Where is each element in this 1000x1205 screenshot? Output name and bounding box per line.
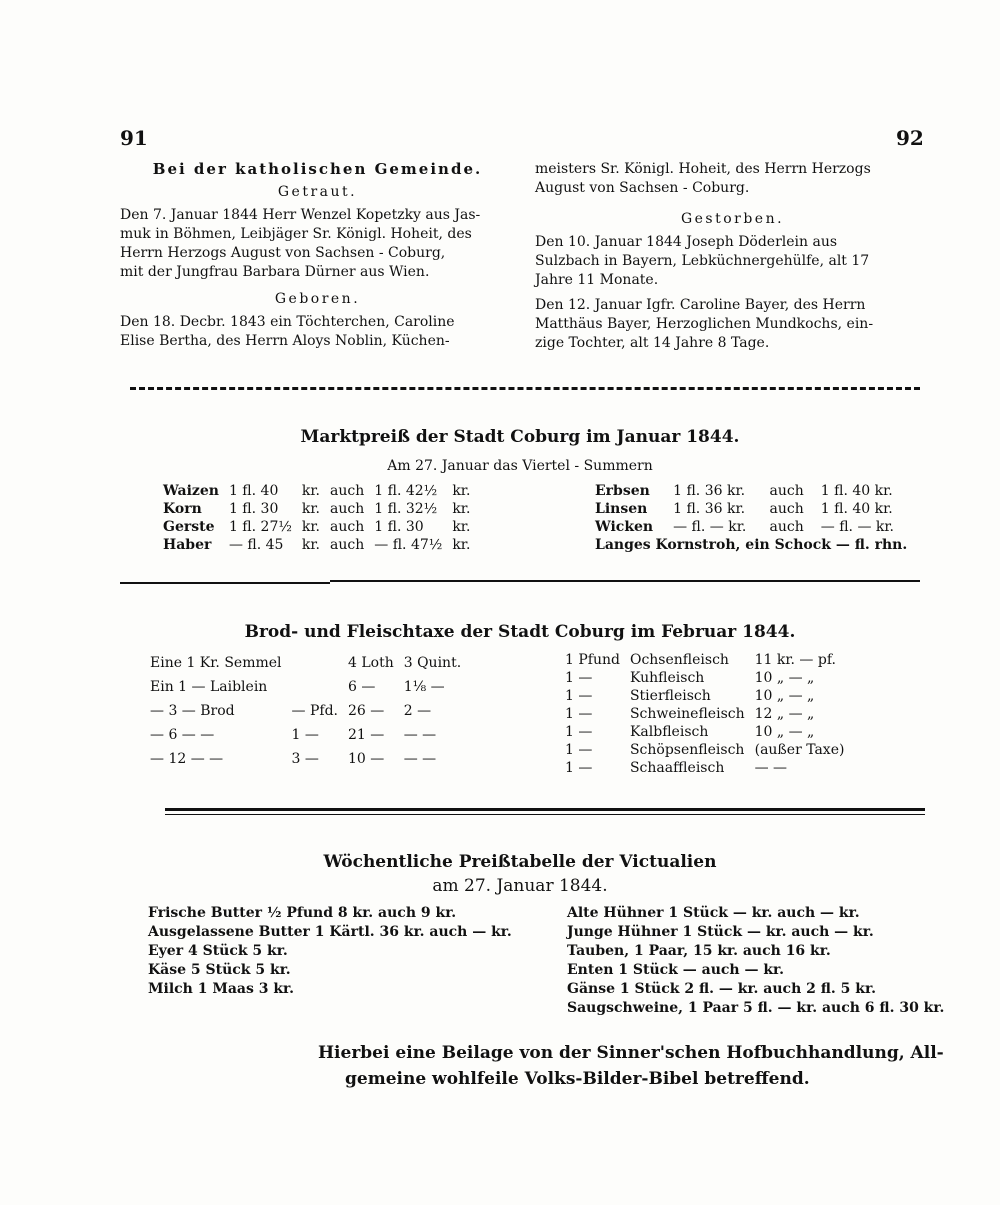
list-item: Käse 5 Stück 5 kr. (148, 962, 291, 978)
list-item: Alte Hühner 1 Stück — kr. auch — kr. (567, 905, 860, 921)
getraut-heading: Getraut. (277, 184, 358, 200)
victualien-right-list (567, 904, 944, 1018)
solid-divider (330, 580, 920, 582)
table-cell: 3 Quint. (403, 655, 462, 671)
table-cell (287, 651, 343, 675)
table-row (145, 699, 466, 723)
table-cell: 10 „ — „ (754, 688, 815, 704)
table-cell: kr. (301, 537, 321, 553)
table-row (595, 536, 912, 554)
table-cell: auch (769, 501, 804, 517)
table-cell: auch (330, 519, 365, 535)
table-cell: (außer Taxe) (754, 742, 845, 758)
dashed-divider (130, 387, 920, 390)
table-cell: Waizen (163, 483, 219, 499)
table-cell: — fl. — kr. (673, 519, 747, 535)
list-item: Junge Hühner 1 Stück — kr. auch — kr. (567, 924, 874, 940)
meat-tax-table (560, 651, 849, 777)
list-item: Eyer 4 Stück 5 kr. (148, 943, 288, 959)
table-cell: 1 — (565, 724, 593, 740)
table-cell: — 6 — — (150, 727, 215, 743)
table-cell (287, 675, 343, 699)
text-line: Herrn Herzogs August von Sachsen - Coburg, (120, 245, 446, 261)
table-cell: 1 — (565, 706, 593, 722)
table-cell: 1 fl. 40 kr. (820, 483, 893, 499)
table-cell: 1 — (291, 727, 319, 743)
table-cell: kr. (301, 519, 321, 535)
notice-line-2: gemeine wohlfeile Volks-Bilder-Bibel betreffend. (345, 1069, 810, 1089)
legume-price-table (595, 482, 912, 554)
table-cell: Ein 1 — Laiblein (150, 679, 268, 695)
table-cell: — fl. 45 (228, 537, 284, 553)
table-row (560, 705, 849, 723)
table-cell: 1 fl. 27½ (228, 519, 292, 535)
table-cell: 1 Pfund (565, 652, 620, 668)
table-row (595, 500, 912, 518)
victualien-title: Wöchentliche Preißtabelle der Victualien (323, 852, 717, 872)
marktpreis-title: Marktpreiß der Stadt Coburg im Januar 1844. (300, 427, 740, 447)
table-cell: 21 — (347, 727, 385, 743)
grain-price-table (163, 482, 475, 554)
table-cell: Kalbfleisch (629, 724, 709, 740)
table-cell: 4 Loth (347, 655, 394, 671)
table-cell: — — (754, 760, 788, 776)
table-row (595, 518, 912, 536)
table-cell: — fl. — kr. (820, 519, 894, 535)
list-item: Milch 1 Maas 3 kr. (148, 981, 295, 997)
table-row (595, 482, 912, 500)
geboren-heading: Geboren. (274, 291, 361, 307)
double-divider-bottom (165, 814, 925, 815)
table-cell: 1 fl. 40 kr. (820, 501, 893, 517)
table-cell: Linsen (595, 501, 648, 517)
table-cell: Haber (163, 537, 212, 553)
table-cell: kr. (301, 501, 321, 517)
victualien-date: am 27. Januar 1844. (432, 876, 608, 896)
table-row (163, 482, 475, 500)
text-line: meisters Sr. Königl. Hoheit, des Herrn Herzogs (535, 161, 871, 177)
text-line: Sulzbach in Bayern, Lebküchnergehülfe, alt 17 (535, 253, 870, 269)
bread-tax-table (145, 651, 466, 771)
table-row (560, 651, 849, 669)
brodtaxe-title: Brod- und Fleischtaxe der Stadt Coburg im Februar 1844. (244, 622, 796, 642)
table-row (145, 651, 466, 675)
table-cell: auch (330, 501, 365, 517)
table-cell: — 3 — Brod (150, 703, 235, 719)
right-column (535, 160, 930, 353)
table-row (560, 759, 849, 777)
table-cell: 1 fl. 36 kr. (673, 501, 746, 517)
gestorben-heading: Gestorben. (680, 211, 785, 227)
table-cell: auch (769, 483, 804, 499)
table-cell: auch (330, 537, 365, 553)
table-cell: 6 — (347, 679, 376, 695)
table-row (560, 741, 849, 759)
text-line: Elise Bertha, des Herrn Aloys Noblin, Küchen- (120, 333, 450, 349)
table-cell: kr. (452, 537, 471, 553)
gestorben-entry-2 (535, 296, 930, 353)
table-row (145, 723, 466, 747)
table-cell: Schweinefleisch (629, 706, 745, 722)
list-item: Tauben, 1 Paar, 15 kr. auch 16 kr. (567, 943, 831, 959)
table-row (145, 747, 466, 771)
table-cell: kr. (452, 519, 471, 535)
table-cell: 1 fl. 32½ (374, 501, 438, 517)
text-line: Den 10. Januar 1844 Joseph Döderlein aus (535, 234, 838, 250)
text-line: muk in Böhmen, Leibjäger Sr. Königl. Hoheit, des (120, 226, 472, 242)
table-cell: Schaaffleisch (629, 760, 725, 776)
gestorben-entry-1 (535, 233, 930, 290)
table-cell: 1 fl. 36 kr. (673, 483, 746, 499)
table-cell: kr. (452, 501, 471, 517)
table-cell: 12 „ — „ (754, 706, 815, 722)
getraut-entry (120, 206, 515, 282)
table-cell: 1 fl. 42½ (374, 483, 438, 499)
table-row (163, 518, 475, 536)
table-cell: Korn (163, 501, 202, 517)
table-cell: Schöpsenfleisch (629, 742, 745, 758)
text-line: August von Sachsen - Coburg. (535, 180, 750, 196)
table-cell: 1 — (565, 742, 593, 758)
table-cell: Kuhfleisch (629, 670, 705, 686)
table-cell: 1⅛ — (403, 679, 445, 695)
solid-divider (120, 582, 330, 584)
table-cell: Eine 1 Kr. Semmel (150, 655, 282, 671)
list-item: Ausgelassene Butter 1 Kärtl. 36 kr. auch — kr. (148, 924, 512, 940)
list-item: Saugschweine, 1 Paar 5 fl. — kr. auch 6 fl. 30 kr. (567, 1000, 945, 1016)
left-column (120, 160, 515, 351)
text-line: Den 18. Decbr. 1843 ein Töchterchen, Caroline (120, 314, 455, 330)
table-cell: — 12 — — (150, 751, 224, 767)
table-cell: 1 fl. 30 (228, 501, 279, 517)
table-cell: Stierfleisch (629, 688, 711, 704)
list-item: Enten 1 Stück — auch — kr. (567, 962, 784, 978)
text-line: Den 7. Januar 1844 Herr Wenzel Kopetzky aus Jas- (120, 207, 481, 223)
notice-line-1: Hierbei eine Beilage von der Sinner'schen Hofbuchhandlung, All- (318, 1043, 944, 1063)
table-row (560, 723, 849, 741)
page-number-right: 92 (896, 126, 924, 150)
table-cell: Langes Kornstroh, ein Schock — fl. rhn. (595, 537, 908, 553)
list-item: Gänse 1 Stück 2 fl. — kr. auch 2 fl. 5 kr. (567, 981, 876, 997)
table-cell: 1 — (565, 688, 593, 704)
table-cell: — fl. 47½ (374, 537, 443, 553)
table-cell: 2 — (403, 703, 432, 719)
text-line: Jahre 11 Monate. (535, 272, 659, 288)
catholic-heading: Bei der katholischen Gemeinde. (152, 160, 483, 178)
table-cell: 10 „ — „ (754, 670, 815, 686)
table-cell: kr. (452, 483, 471, 499)
list-item: Frische Butter ½ Pfund 8 kr. auch 9 kr. (148, 905, 457, 921)
table-cell: 10 — (347, 751, 385, 767)
table-row (163, 500, 475, 518)
table-cell: 3 — (291, 751, 319, 767)
marktpreis-subtitle: Am 27. Januar das Viertel - Summern (387, 458, 653, 474)
table-row (560, 687, 849, 705)
table-cell: 1 — (565, 670, 593, 686)
table-cell: 10 „ — „ (754, 724, 815, 740)
table-cell: auch (330, 483, 365, 499)
table-cell: — — (403, 727, 437, 743)
page-number-left: 91 (120, 126, 148, 150)
table-cell: Erbsen (595, 483, 650, 499)
text-line: Den 12. Januar Igfr. Caroline Bayer, des Herrn (535, 297, 866, 313)
text-line: Matthäus Bayer, Herzoglichen Mundkochs, ein- (535, 316, 874, 332)
double-divider-top (165, 808, 925, 811)
table-row (560, 669, 849, 687)
table-cell: Gerste (163, 519, 215, 535)
table-cell: — Pfd. (291, 703, 338, 719)
table-row (163, 536, 475, 554)
table-cell: 1 — (565, 760, 593, 776)
table-cell: Wicken (595, 519, 654, 535)
text-line: mit der Jungfrau Barbara Dürner aus Wien. (120, 264, 430, 280)
text-line: zige Tochter, alt 14 Jahre 8 Tage. (535, 335, 770, 351)
table-cell: 11 kr. — pf. (754, 652, 836, 668)
table-cell: 26 — (347, 703, 385, 719)
table-cell: Ochsenfleisch (629, 652, 729, 668)
table-cell: 1 fl. 40 (228, 483, 279, 499)
table-cell: auch (769, 519, 804, 535)
table-row (145, 675, 466, 699)
table-cell: — — (403, 751, 437, 767)
table-cell: kr. (301, 483, 321, 499)
geboren-entry (120, 313, 515, 351)
victualien-left-list (148, 904, 512, 999)
table-cell: 1 fl. 30 (374, 519, 424, 535)
